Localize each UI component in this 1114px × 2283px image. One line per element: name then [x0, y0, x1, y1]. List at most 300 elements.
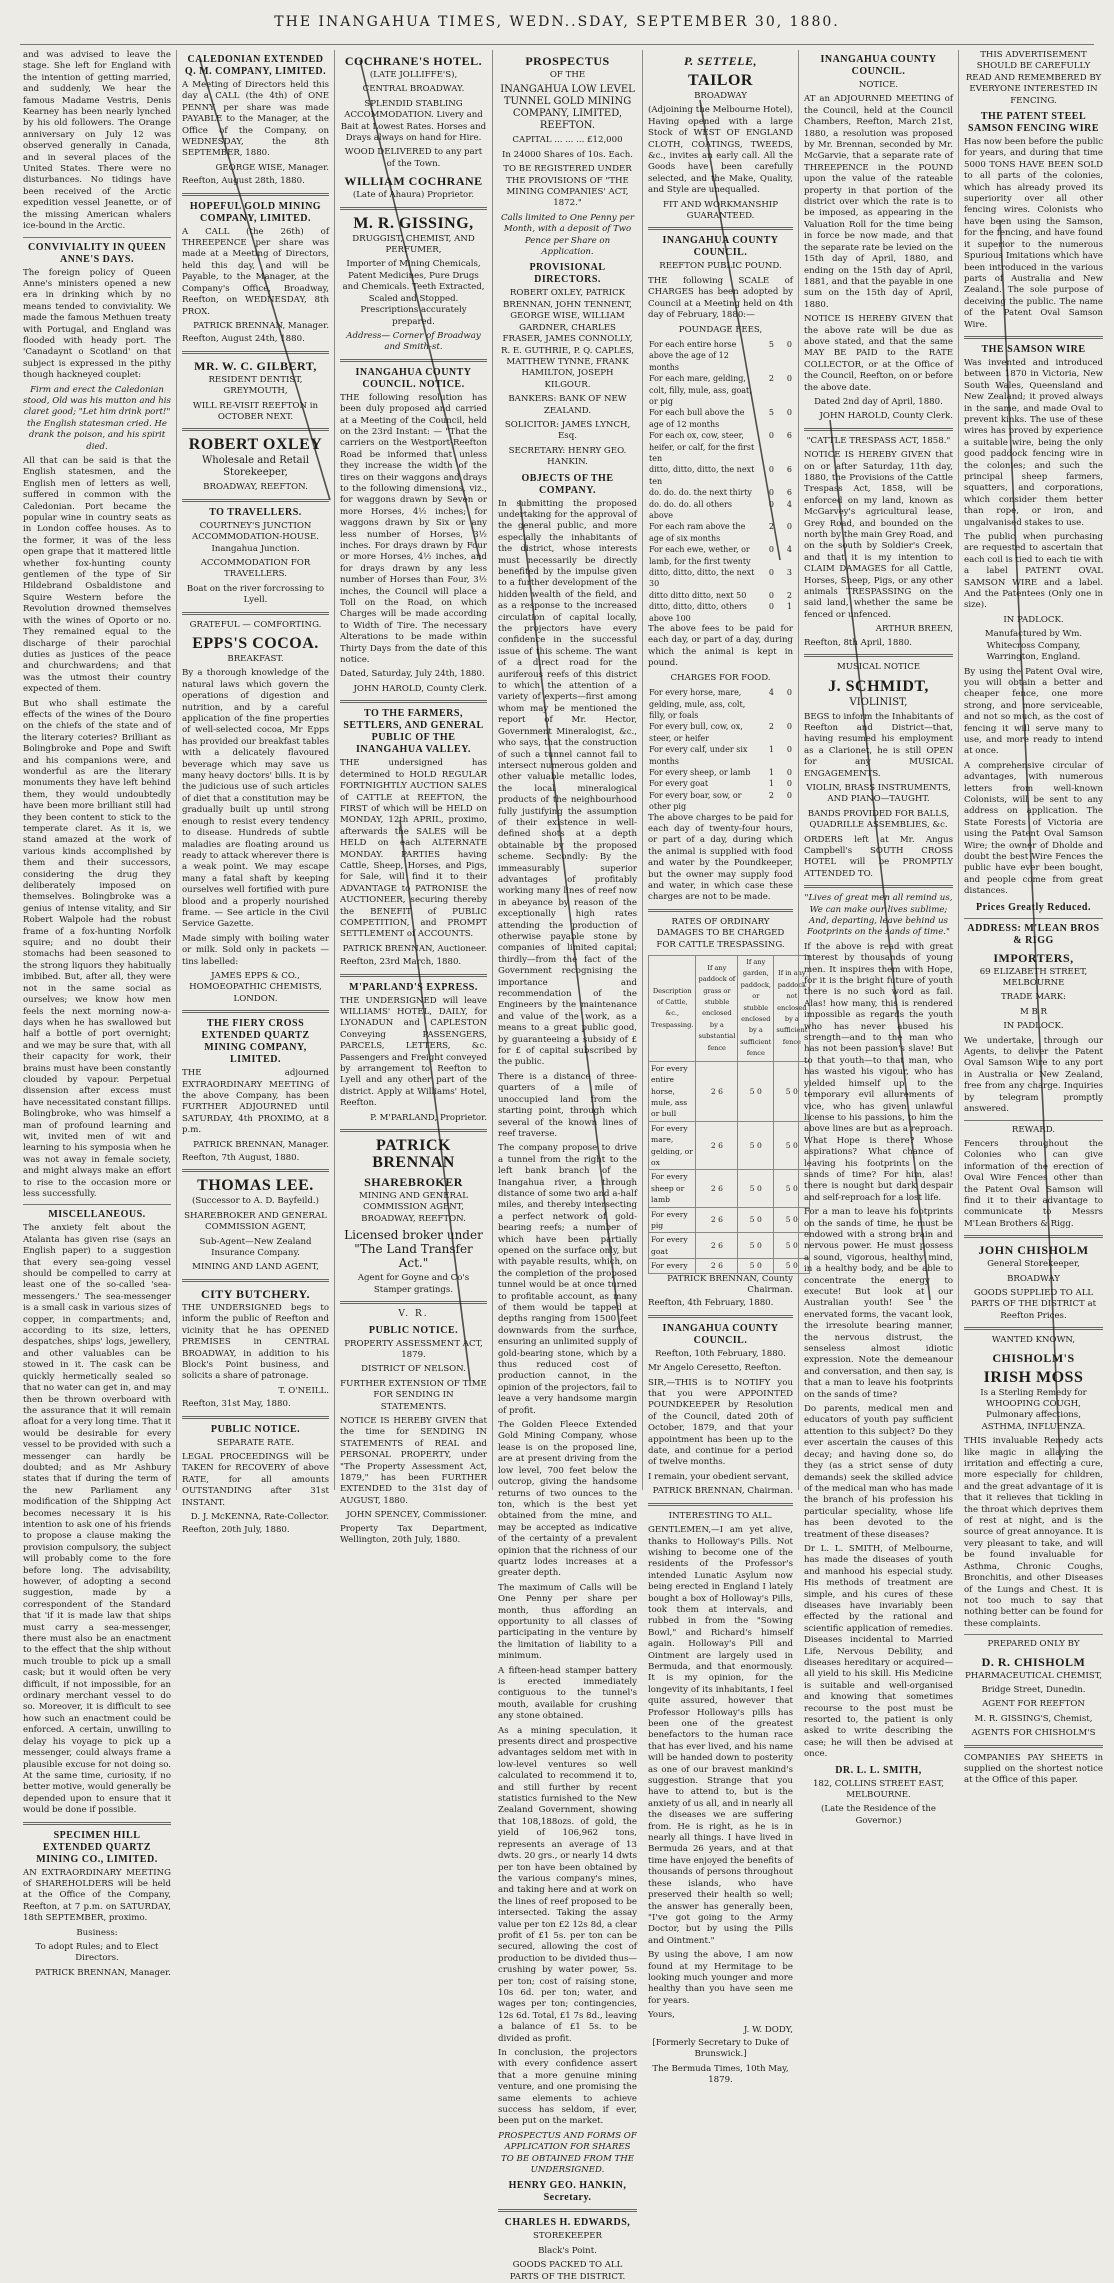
damages-value: 5 0 [738, 1233, 774, 1259]
article-heading: CONVIVIALITY IN QUEEN ANNE'S DAYS. [28, 241, 166, 265]
poundage-fee-label: For each ox, cow, steer, heifer, or calf, for the first ten [649, 431, 755, 463]
food-charge-pence: 0 [786, 779, 792, 789]
masthead-rule [20, 44, 1094, 45]
damages-value: 5 0 [774, 1233, 810, 1259]
divider [340, 700, 487, 703]
ad-body: NOTICE IS HEREBY GIVEN that the above rate will be due as above stated, and that the same MAY BE PAID to the RATE COLLECTOR, or at the Office of the Council, Reefton, on or before the above date. [804, 314, 953, 393]
masthead: THE INANGAHUA TIMES, WEDN..SDAY, SEPTEMBER 30, 1880. [274, 14, 840, 30]
food-charge-shillings: 1 [768, 779, 774, 789]
ad-signature: PATRICK BRENNAN, Manager. [35, 1967, 171, 1978]
divider [804, 885, 953, 888]
ad-body: AT an ADJOURNED MEETING of the Council, held at the Council Chambers, Reefton, March 21st, 1880, a resolution was proposed by Mr. Brennan, seconded by Mr. McGarvie, that a separate rate of THREEPENCE in the POUND upon the value of the rateable property in that portion of the district over which the rate is to be imposed, as appearing in the Valuation Roll for the time being in force be now made, and that the separate rate be levied on the 15th day of April, 1880, and ending on the 15th day of April, 1881, and that the payable in one sum on the 15th day of April, 1880. [804, 94, 953, 310]
damages-label: For every goat [649, 1233, 696, 1259]
ad-subtitle: CHISHOLM'S [992, 1350, 1075, 1365]
ad-body: (Adjoining the Melbourne Hotel), Having opened with a large Stock of WEST OF ENGLAND CLOTH, COATINGS, TWEEDS, &c., invites an early call. All the Goods have been carefully selected, and the Make, Quality, and Style are unequalled. [648, 105, 793, 196]
ad-body: A comprehensive circular of advantages, with numerous letters from well-known Colonists, will be sent to any address on application. The State Forests of Victoria are using the Patent Oval Samson Wire; the owner of Dholde and doubt the best Wire Fences the public have ever been bought, and people come from great distances. [964, 760, 1103, 897]
poundage-fee-pence: 0 [786, 339, 792, 349]
ad-signature: T. O'NEILL. [278, 1385, 329, 1396]
ad-body: THE following resolution has been duly proposed and carried at a Meeting of the Council, held on the 23rd Instant: — "That the carriers on the Westport-Reefton Road be informed that unless they increase the width of the tires on their waggons and drays to the following dimensions, viz., for waggons drawn by Seven or more Horses, 4½ inches; for waggons drawn by Six or any less number of Horses, 3½ inches. For drays drawn by Four or more Horses, 4½ inches, and for drays drawn by any less number of Horses than Four, 3½ inches, the Council will place a Toll on the Road, on which Charges will be made according to Width of Tire. The necessary Alterations to be made within Thirty Days from the date of this notice. [340, 392, 487, 666]
damages-value: 5 0 [738, 1207, 774, 1233]
ad-body: THE UNDERSIGNED begs to inform the public of Reefton and vicinity that he has OPENED PREMISES in CENTRAL BROADWAY, in addition to his Block's Point business, and solicits a share of patronage. [182, 1302, 329, 1382]
prospectus-calls: Calls limited to One Penny per Month, with a deposit of Two Pence per Share on Application. [500, 212, 635, 258]
damages-value: 5 0 [738, 1121, 774, 1170]
food-charge-row [648, 687, 793, 721]
poundage-fee-shillings: 0 [768, 602, 774, 612]
ad-title: CALEDONIAN EXTENDED Q. M. COMPANY, LIMITED. [184, 54, 327, 77]
damages-row [649, 1259, 810, 1273]
prospectus-paragraph: The company propose to drive a tunnel from the right to the left bank branch of the Inangahua river, a through distance of some two and a-half miles, and thereby intersecting a perfect network of gold-bearing reefs; a number of which have been partially opened on the surface only, but with payable results, which, on the completion of the proposed tunnel would be at once turned to profitable account, as many of them would be tapped at depths ranging from 1500 feet downwards from the surface, ensuring an unlimited supply of gold-bearing stone, which by a thus reduced cost of production cannot, in the opinion of the projectors, fail to leave a very handsome margin of profit. [498, 1143, 637, 1416]
ad-title: J. SCHMIDT, [828, 677, 929, 695]
ad-title: ROBERT OXLEY [188, 436, 323, 454]
poundage-fee-row [648, 601, 793, 624]
poundage-fee-shillings: 0 [768, 499, 774, 509]
ad-title: PUBLIC NOTICE. [368, 1324, 459, 1336]
damages-value: 2 6 [696, 1259, 738, 1273]
ad-signature: JAMES EPPS & CO., HOMOEOPATHIC CHEMISTS, LONDON. [189, 970, 322, 1004]
ad-subtitle: SEPARATE RATE. [216, 1437, 295, 1448]
ad-date: Dated 2nd day of April, 1880. [814, 396, 943, 407]
ad-body: We undertake, through our Agents, to deliver the Patent Oval Samson Wire to any port in Australia or New Zealand, free from any charge. Inquiries by telegram promptly answered. [964, 1035, 1103, 1115]
ad-body: A CALL (the 26th) of THREEPENCE per share was made at a Meeting of Directors, held this day, and will be Payable, to the Manager, at the Company's Office, Broadway, Reefton, on WEDNESDAY, 8th PROX. [182, 226, 329, 317]
ad-address: BROADWAY [694, 91, 747, 101]
ad-title: TO THE FARMERS, SETTLERS, AND GENERAL PUBLIC OF THE INANGAHUA VALLEY. [343, 708, 484, 756]
poundage-fee-label: ditto ditto ditto, next 50 [649, 590, 747, 600]
food-charge-pence: 0 [786, 688, 792, 698]
poundage-fee-pence: 2 [786, 590, 792, 600]
damages-label: For every [649, 1259, 696, 1273]
food-charge-shillings: 2 [768, 790, 774, 800]
food-charge-pence: 0 [786, 790, 792, 800]
ad-agent: M. R. GISSING'S, Chemist, [974, 1713, 1093, 1724]
ad-date: Reefton, 23rd March, 1880. [340, 957, 462, 968]
food-charge-row [648, 721, 793, 744]
divider [23, 237, 171, 238]
ad-district: DISTRICT OF NELSON. [361, 1364, 466, 1375]
prospectus-signature: HENRY GEO. HANKIN, Secretary. [508, 2180, 627, 2204]
ad-verse: "Lives of great men all remind us, We can make our lives sublime; And, departing, leave behind us Footprints on the sands of time." [804, 893, 953, 938]
divider [182, 193, 329, 196]
poundage-fee-pence: 6 [786, 431, 792, 441]
ad-signature: DR. L. L. SMITH, [835, 1764, 922, 1776]
article-paragraph: All that can be said is that the English statesmen, and the English men of letters as well, suffered in common with the Caledonian. Port became the popular wine in country seats as in London coffee houses. As to the former, it was of the less open grape that it mattered little whether fox-hunting county gentlemen of the type of Sir Hildebrand Osbaldistone and Squire Western before the Revolution drowned themselves with the wines of Oporto or no. They remained equal to the discharge of their parochial duties as justices of the peace and churchwardens; and that was the utmost their country expected of them. [23, 456, 171, 695]
divider [182, 351, 329, 354]
article-paragraph: The anxiety felt about the Atalanta has given rise (says an English paper) to a suggestion that every sea-going vessel should be compelled to carry at least one of the so-called 'sea-messengers.' The sea-messenger is a small cask in various sizes of copper, in compartments; and, according to its size, letters, despatches, ships' logs, jewellery, and other valuables can be stowed in it. The cask can be quickly hermetically sealed so that no water can get in, and may then be thrown overboard with the assurance that it will remain afloat for a very long time. That it would be desirable for every vessel to be provided with such a messenger can hardly be doubted; and as Mr Ashbury states that if during the term of the new Parliament any modification of the Shipping Act becomes necessary it is his intention to ask one of his friends to propose a clause making the provision compulsory, the subject will probably come to the fore before long. The advisability, however, of adopting a second suggestion, made by a correspondent of the Standard that 'if it is made law that ships must carry a sea-messenger, there must also be an enactment to the effect that the ship without much trouble to pick up a small cask; but it would often be very difficult, if not impossible, for an ordinary merchant vessel to do so. Moreover, it is difficult to see how such an enactment could be enforced. A certain, unwilling to delay his voyage to pick up a messenger, could always frame a plausible excuse for not doing so. At the same time, curiosity, if no better motive, would generally be depended upon to ensure that it would be done if possible. [23, 1223, 171, 1816]
poundage-fee-pence: 4 [786, 499, 792, 509]
ad-note: The above fees to be paid for each day, or part of a day, during which the animal is kept in pound. [648, 624, 793, 669]
food-charge-shillings: 1 [768, 767, 774, 777]
ad-address: 182, COLLINS STREET EAST, MELBOURNE. [812, 1778, 945, 1801]
prospectus-paragraph: The Golden Fleece Extended Gold Mining Company, whose lease is on the proposed line, are at present driving from the low level, 700 feet below the outcrop, giving the handsome returns of two ounces to the ton, which is the best yet obtained from the mine, and may be accepted as indicative of the certainty of a prevalent opinion that the richness of our quartz lodes increases at a greater depth. [498, 1420, 637, 1579]
padlock-mark: IN PADLOCK. [1003, 614, 1064, 625]
damages-label: For every entire horse, mule, ass or bull [649, 1061, 696, 1121]
prospectus-of: OF THE [549, 70, 586, 80]
ad-subtitle: STOREKEEPER [533, 2231, 602, 2242]
poundage-fee-label: do. do. do. the next thirty [649, 488, 752, 498]
ad-close: Yours, [648, 2010, 675, 2021]
damages-row [649, 1170, 810, 1207]
ad-agent: AGENT FOR REEFTON [982, 1699, 1085, 1710]
food-charge-row [648, 778, 793, 789]
ad-maker: Manufactured by Wm. Whitecross Company, Warrington, England. [984, 629, 1083, 663]
ad-body: By using the above, I am now found at my Hermitage to be looking much younger and more healthy than you have seen me for years. [648, 1950, 793, 2006]
ad-body: THIS invaluable Remedy acts like magic in allaying the irritation and effecting a cure, more especially for children, and the great advantage of it is that it relieves that tickling in the throat which deprives them of rest at night, and is the source of great annoyance. It is very pleasant to take, and will be found invaluable for Asthma, Chronic Coughs, Bronchitis, and other Diseases of the Lungs and Chest. It is not too much to say that nothing better can be found for these complaints. [964, 1436, 1103, 1629]
ad-title: EPPS'S COCOA. [192, 635, 319, 652]
ad-date: Reefton, 31st May, 1880. [182, 1399, 291, 1410]
poundage-fee-pence: 0 [786, 522, 792, 532]
column-1 [18, 50, 176, 1978]
ad-note: ORDERS left at Mr. Angus Campbell's SOUTH CROSS HOTEL will be PROMPTLY ATTENDED TO. [804, 834, 953, 879]
ad-address: Bridge Street, Dunedin. [981, 1684, 1086, 1695]
damages-value: 5 0 [738, 1170, 774, 1207]
trade-mark-heading: TRADE MARK: [1000, 992, 1067, 1003]
ad-body: Do parents, medical men and educators of youth pay sufficient attention to this subject? Do they ever ascertain the causes of this decay; and having done so, do they (as a strict sense of duty demands) seek the skilled advice of the medical man who has made the branch of his profession his particular speciality, whose life has been devoted to the treatment of these diseases? [804, 1404, 953, 1540]
divider [648, 1315, 793, 1318]
ad-title: MR. W. C. GILBERT, [194, 358, 317, 373]
food-charge-label: For every goat [649, 779, 709, 789]
ad-agent: AGENTS FOR CHISHOLM'S [971, 1728, 1096, 1739]
ad-date: Reefton, 8th April, 1880. [804, 637, 913, 648]
ad-signature: PATRICK BRENNAN, County Chairman. [667, 1273, 793, 1295]
divider [964, 1120, 1103, 1121]
divider [340, 207, 487, 210]
ad-body: Was invented and introduced between 1870 in Victoria, New South Wales, Queensland and New Zealand; it proved always in the same, and made Oval to prevent kinks. The use of these wires has proved by experience a suitable wire, being the only good paddock fencing wire in the colonies; and such the principal sheep farmers, squatters, and corporations, which consider them better than rope, or iron, and ungalvanised stakes to use. [964, 357, 1103, 528]
ad-title: TO TRAVELLERS. [209, 506, 302, 518]
food-charge-label: For every calf, under six months [649, 745, 748, 766]
ad-note: By using the Patent Oval wire, you will obtain a better and cheaper fence, one more strong, and more serviceable, and not so much, as the cost of fencing it will serve many to use, and more ready to intend at once. [964, 666, 1103, 757]
prospectus-paragraph: In conclusion, the projectors with every confidence assert that a more genuine mining venture, and one promising the same elements to achieve success has seldom, if ever, been put on the market. [498, 2048, 637, 2127]
poundage-fee-label: For each ewe, wether, or lamb, for the first twenty [649, 545, 751, 566]
ad-title: PREPARED ONLY BY [987, 1639, 1080, 1650]
ad-body: For a man to leave his footprints on the sands of time, he must be endowed with a strong brain and nervous power. He must possess a sound, vigorous, healthy mind, in a healthy body, and be able to concentrate the energy to execute! But look at our Australian youth! See the enervated forms, the vacant look, the irresolute bearing manner, the nervous distrust, the senseless almost idiotic expression. Note the demeanour and conversation, and then say, is that a man to leave his footprints on the sands of time? [804, 1207, 953, 1400]
ad-title: INANGAHUA COUNTY COUNCIL. [662, 235, 779, 259]
ad-note: Boat on the river forcrossing to Lyell. [186, 583, 325, 606]
trade-mark-icon: M B R [1019, 1006, 1048, 1017]
poundage-fee-pence: 6 [786, 465, 792, 475]
ad-title: INANGAHUA COUNTY COUNCIL. [662, 1322, 779, 1346]
ad-subtitle: (LATE JOLLIFFE'S), [369, 70, 458, 80]
ad-note: BANDS PROVIDED FOR BALLS, QUADRILLE ASSEMBLIES, &c. [807, 808, 950, 831]
ad-date: Reefton, 10th February, 1880. [655, 1348, 786, 1359]
ad-signature: PATRICK BRENNAN, Auctioneer. [342, 943, 487, 954]
prospectus-paragraph: The maximum of Calls will be One Penny per share per month, thus affording an opportunity to all classes of participating in the venture by the limitation of liability to a minimum. [498, 1582, 637, 1662]
ad-head: THIS ADVERTISEMENT SHOULD BE CAREFULLY READ AND REMEMBERED BY EVERYONE INTERESTED IN FENCING. [965, 50, 1102, 106]
divider [498, 2209, 637, 2212]
divider [804, 654, 953, 657]
prospectus-company: INANGAHUA LOW LEVEL TUNNEL GOLD MINING COMPANY, LIMITED, REEFTON. [500, 84, 635, 132]
poundage-fee-label: ditto, ditto, ditto, the next 30 [649, 568, 755, 589]
ad-body: SHAREBROKER AND GENERAL COMMISSION AGENT, [184, 1210, 327, 1233]
damages-row [649, 1207, 810, 1233]
ad-title: REWARD. [1011, 1124, 1056, 1135]
poundage-fee-row [648, 521, 793, 544]
ad-subtitle: TAILOR [688, 72, 753, 89]
food-charges-table [648, 687, 793, 812]
ad-subtitle: ACCOMMODATION FOR TRAVELLERS. [200, 557, 311, 580]
article-heading: MISCELLANEOUS. [48, 1209, 146, 1221]
ad-subtitle: Wholesale and Retail Storekeeper, [201, 455, 310, 479]
ad-body: Fencers throughout the Colonies who can give information of the erection of Oval Wire Fences other than the Patent Oval Samson will find it to their advantage to communicate to Messrs M'Lean Brothers & Rigg. [964, 1138, 1103, 1229]
poundage-fee-row [648, 590, 793, 601]
ad-body: SIR,—THIS is to NOTIFY you that you were APPOINTED POUNDKEEPER by Resolution of the Council, dated 20th of October, 1879, and that your appointment has been up to the date, and continue for a period of twelve months. [648, 1377, 793, 1468]
ad-date: Reefton, 7th August, 1880. [182, 1153, 300, 1164]
ad-subtitle: General Storekeeper, [987, 1259, 1080, 1270]
column-6 [798, 50, 958, 1826]
ad-title: JOHN CHISHOLM [978, 1243, 1089, 1258]
column-3 [334, 50, 492, 1545]
ad-subtitle: VIOLINIST, [849, 696, 908, 708]
poundage-fee-row [648, 407, 793, 430]
ad-address: 69 ELIZABETH STREET, MELBOURNE [979, 966, 1088, 989]
ad-subtitle: PROPERTY ASSESSMENT ACT, 1879. [344, 1338, 483, 1360]
crest-icon: V. R. [398, 1309, 429, 1320]
ad-signature: PATRICK BRENNAN, Manager. [193, 1139, 329, 1150]
poundage-fee-pence: 1 [786, 602, 792, 612]
ad-body: Dr L. L. SMITH, of Melbourne, has made the diseases of youth and manhood his especial study. His methods of treatment are simple, and his cures of these diseases have invariably been effected by the rational and scientific application of remedies. Diseases incidental to Married Life, Nervous Debility, and diseases hereditary or acquired—all yield to his skill. His Medicine is suitable and well-organised and knowing that sometimes recourse to the post must be resorted to, the patient is only asked to write describing the case; he will then be advised at once. [804, 1543, 953, 1760]
damages-label: For every mare, gelding, or ox [649, 1121, 696, 1170]
ad-signature-sub: (Late of Ahaura) Proprietor. [352, 190, 475, 201]
ad-subtitle: IRISH MOSS [983, 1368, 1084, 1386]
divider [340, 359, 487, 362]
ad-date: Reefton, August 28th, 1880. [182, 176, 305, 187]
ad-head: Prices Greatly Reduced. [976, 901, 1091, 913]
ad-body: THE UNDERSIGNED will leave WILLIAMS' HOTEL, DAILY, for LYONADUN and CAPLESTON Conveying PASSENGERS, PARCELS, LETTERS, &c. Passengers and Freight conveyed by arrangement to Reefton to Lyell and any other part of the district. Apply at Williams' Hotel, Reefton. [340, 995, 487, 1109]
ad-signature: JOHN HAROLD, County Clerk. [819, 411, 953, 422]
ad-note: VIOLIN, BRASS INSTRUMENTS, AND PIANO—TAUGHT. [806, 782, 951, 805]
poundage-fee-shillings: 0 [768, 488, 774, 498]
poundage-fee-label: For each entire horse above the age of 12 months [649, 339, 737, 372]
ad-date: Reefton, August 24th, 1880. [182, 334, 305, 345]
ad-body: Is a Sterling Remedy for WHOOPING COUGH, Pulmonary affections, ASTHMA, INFLUENZA. [980, 1387, 1087, 1432]
secretary: SECRETARY: HENRY GEO. HANKIN. [508, 445, 627, 468]
damages-value: 5 0 [774, 1121, 810, 1170]
ad-subtitle: DRUGGIST, CHEMIST, AND PERFUMER, [352, 233, 475, 256]
ad-title: P. SETTELE, [684, 54, 757, 68]
ad-body: THE undersigned has determined to HOLD REGULAR FORTNIGHTLY AUCTION SALES of CATTLE at REEFTON, the FIRST of which will be HELD on MONDAY, 12th APRIL, proximo, afterwards the SALES will be HELD on each ALTERNATE MONDAY. PARTIES having Cattle, Sheep, Horses, and Pigs, for Sale, will find it to their ADVANTAGE to PATRONISE the AUCTIONEER, securing thereby the BENEFIT of PUBLIC COMPETITION, and PROMPT SETTLEMENT of ACCOUNTS. [340, 758, 487, 940]
column-2 [176, 50, 334, 1536]
ad-address: Address— Corner of Broadway and Smith-st. [346, 330, 481, 353]
fees-heading: POUNDAGE FEES, [678, 324, 763, 335]
divider [964, 336, 1103, 339]
prospectus-shares: In 24000 Shares of 10s. Each. [502, 149, 633, 160]
ad-title: SPECIMEN HILL EXTENDED QUARTZ MINING CO., LIMITED. [36, 1829, 158, 1865]
damages-label: For every pig [649, 1207, 696, 1233]
damages-label: For every sheep or lamb [649, 1170, 696, 1207]
ad-body: Has now been before the public for years, and during that time 5000 TONS HAVE BEEN SOLD to all parts of the colonies, which has already proved its superiority over all other fencing wires. Colonists who have been using the Samson, for the fencing, and have found it superior to the numerous Spurious Imitations which have been introduced in the various parts of Australia and New Zealand. The sole purpose of deceiving the public. The name of the Patent Oval Samson Wire. [964, 137, 1104, 330]
ad-subtitle: (Successor to A. D. Bayfeild.) [191, 1196, 320, 1207]
damages-col-description: Description of Cattle, &c., Trespassing. [649, 956, 696, 1062]
ad-signature: D. J. McKENNA, Rate-Collector. [190, 1511, 329, 1522]
ad-body: The public when purchasing are requested to ascertain that each coil is tied to each tie with a label PATENT OVAL SAMSON WIRE and a label. And the Patentees (Only one in size). [964, 532, 1103, 611]
food-charge-shillings: 1 [768, 745, 774, 755]
ad-agent: Agent for Goyne and Co's Stamper gratings. [357, 1273, 470, 1295]
divider [182, 499, 329, 502]
article-paragraph: But who shall estimate the effects of the wines of the Douro on the chiefs of the state and of the literary coteries? Brilliant as Bolingbroke and Pope and Swift and his companions were, and wonderful as are the literary monuments they have left behind them, they would undoubtedly have been more brilliant still had they been content to stick to the temperate claret. As it is, we stand amazed at the work of various kinds accomplished by them and their successors, considering the drug they deliberately imposed on themselves. Bolingbroke was a genius of intense vitality, and Sir Robert Walpole had the robust frame of a fox-hunting Norfolk squire; and no doubt their stomachs had been seasoned to the strong liquors they habitually imbibed. But, after all, they were not in the same social as ourselves; we know how men feels the next morning now-a-days when he has swallowed but half a bottle of port overnight; and we may be sure that, with all their capacity for work, their brains must have been constantly clouded by vapour. Perpetual dissension after excess must have necessitated constant fillips. Bolingbroke, who was himself a man of profound learning and wit, invited men of wit and learning to his symposia when he was not away in female society, and might always make an effort to rise to the occasion more or less successfully. [23, 698, 171, 1199]
ad-title: WANTED KNOWN, [991, 1335, 1076, 1346]
damages-col-header: If any garden, paddock, or stubble enclosed by a sufficient fence [738, 956, 774, 1062]
divider [804, 428, 953, 431]
ad-date: Reefton, 4th February, 1880. [648, 1298, 774, 1309]
damages-value: 2 6 [696, 1233, 738, 1259]
ad-signature: PATRICK BRENNAN, Chairman. [652, 1486, 793, 1497]
ad-signature: GEORGE WISE, Manager. [215, 162, 329, 173]
food-charge-label: For every horse, mare, gelding, mule, ass, colt, filly, or foals [649, 688, 746, 720]
poundage-fee-row [648, 430, 793, 464]
food-heading: CHARGES FOR FOOD. [670, 672, 771, 683]
poundage-fee-row [648, 544, 793, 567]
prospectus-paragraph: There is a distance of three-quarters of a mile of unoccupied land from the starting point, through which several of the known lines of reef traverse. [498, 1071, 637, 1139]
food-charge-row [648, 744, 793, 767]
food-charge-shillings: 4 [768, 688, 774, 698]
poundage-fee-shillings: 0 [768, 465, 774, 475]
ad-subtitle: NOTICE. [858, 80, 899, 90]
damages-value: 2 6 [696, 1061, 738, 1121]
ad-footer: MINING AND LAND AGENT, [192, 1262, 319, 1273]
prospectus-paragraph: In submitting the proposed undertaking for the approval of the general public, and more especially the inhabitants of the district, whose interests must necessarily be directly benefited by the impulse given to a further development of the hidden wealth of the field, and as a response to the increased circulation of capital locally, the projectors have every confidence in the successful issue of this scheme. The want of a direct road for the auriferous reefs of this district to which the attention of a variety of experts—first among whom may be mentioned the report of Mr. Hector, Government Mineralogist, &c., who says, that the construction of such a tunnel cannot fail to intersect numerous golden and other valuable metallic lodes, the local mineralogical products of the neighbourhood fully justifying the assumption of their existence in well-defined shots at a depth obtainable by the proposed scheme. Secondly: By the immeasurably superior advantages of profitably working many lines of reef now in abeyance by reason of the exceptionally high rates attending the production of otherwise payable stone by companies of limited capital; thirdly—from the fact of the Government recognising the importance and recommendation of the Engineers by the maintenance and value of the work, as a means to a great public good, by guaranteeing a subsidy of £ for £ of capital subscribed by the public. [498, 498, 637, 1068]
poundage-fee-row [648, 499, 793, 522]
poundage-fee-label: ditto, ditto, ditto, the next ten [649, 465, 755, 486]
ad-subtitle: BREAKFAST. [227, 654, 284, 664]
damages-value: 5 0 [774, 1170, 810, 1207]
ad-body: GOODS SUPPLIED TO ALL PARTS OF THE DISTRICT at Reefton Prices. [970, 1287, 1097, 1321]
ad-body: Importer of Mining Chemicals, Patent Medicines, Pure Drugs and Chemicals. Teeth Extracted, Scaled and Stopped. Prescriptions accurately prepared. [342, 259, 485, 327]
ad-body: AN EXTRAORDINARY MEETING of SHAREHOLDERS will be held at the Office of the Company, Reefton, at 7 p.m. on SATURDAY, 18th SEPTEMBER, proximo. [23, 1867, 171, 1924]
ad-name: D. R. CHISHOLM [981, 1654, 1086, 1669]
divider [182, 1279, 329, 1282]
ad-title: MUSICAL NOTICE [836, 662, 921, 673]
divider [182, 1416, 329, 1419]
divider [182, 428, 329, 431]
intro-text: and was advised to leave the stage. She left for England with the intention of getting married, and suddenly, We hear the famous Madame Vestris, Denis Kearney has been nearly lynched by his old followers. The Orange anniversary on July 12 was observed generally in Canada, and in several places of the United States. There were no disturbances. No tidings have been received of the Arctic expedition vessel Jeanette, or of the missing American whalers ice-bound in the Arctic. [23, 50, 171, 232]
ad-address: Black's Point. [538, 2245, 597, 2256]
ad-signature: WILLIAM COCHRANE [344, 174, 483, 189]
ad-line: To adopt Rules; and to Elect Directors. [35, 1941, 159, 1964]
divider [964, 1327, 1103, 1330]
divider [964, 1745, 1103, 1748]
ad-title: THE SAMSON WIRE [981, 343, 1086, 355]
ad-body: THE following SCALE of CHARGES has been adopted by Council at a Meeting held on 4th day of February, 1880:— [648, 275, 793, 321]
divider [340, 1301, 487, 1304]
poundage-fee-shillings: 0 [768, 590, 774, 600]
ad-title: RATES OF ORDINARY DAMAGES TO BE CHARGED FOR CATTLE TRESPASSING. [656, 916, 785, 950]
ad-body: MINING AND GENERAL COMMISSION AGENT, BROADWAY, REEFTON. [359, 1191, 468, 1224]
ad-title: CITY BUTCHERY. [200, 1286, 311, 1301]
ad-body: BEGS to inform the Inhabitants of Reefton and District—that, having resumed his employment as a Clarionet, he is still OPEN for any MUSICAL ENGAGEMENTS. [804, 711, 953, 779]
poundage-fee-label: do. do. do. all others above [649, 499, 732, 520]
poundage-fee-pence: 4 [786, 545, 792, 555]
ad-body: THE adjourned EXTRAORDINARY MEETING of the above Company, has been FURTHER ADJOURNED until SATURDAY, 4th PROXIMO, at 8 p.m. [182, 1068, 329, 1136]
ad-head: FURTHER EXTENSION OF TIME FOR SENDING IN STATEMENTS. [340, 1378, 487, 1412]
ad-title: THOMAS LEE. [197, 1177, 314, 1195]
divider [182, 612, 329, 615]
damages-value: 5 0 [774, 1061, 810, 1121]
damages-value: 2 6 [696, 1170, 738, 1207]
ad-title: HOPEFUL GOLD MINING COMPANY, LIMITED. [189, 200, 322, 224]
ad-subtitle: REEFTON PUBLIC POUND. [659, 261, 782, 272]
poundage-fees-table [648, 339, 793, 624]
poundage-fee-shillings: 2 [768, 374, 774, 384]
ad-subtitle: RESIDENT DENTIST, GREYMOUTH, [208, 374, 303, 397]
ad-address: The Bermuda Times, 10th May, 1879. [652, 2063, 789, 2086]
ad-line: Business: [76, 1927, 118, 1938]
prospectus-paragraph: A fifteen-head stamper battery is erected immediately contiguous to the tunnel's mouth, available for crushing any stone obtained. [498, 1665, 637, 1722]
divider [964, 1235, 1103, 1238]
poundage-fee-label: For each bull above the age of 12 months [649, 408, 745, 429]
prospectus-footer: PROSPECTUS AND FORMS OF APPLICATION FOR SHARES TO BE OBTAINED FROM THE UNDERSIGNED. [498, 2130, 637, 2176]
poundage-fee-row [648, 464, 793, 487]
ad-signature: JOHN HAROLD, County Clerk. [353, 683, 487, 694]
damages-row [649, 1121, 810, 1170]
divider [340, 1129, 487, 1132]
ad-address: BROADWAY [1007, 1273, 1060, 1284]
directors-heading: PROVISIONAL DIRECTORS. [529, 262, 606, 286]
ad-signature: PATRICK BRENNAN, Manager. [193, 320, 329, 331]
poundage-fee-shillings: 2 [768, 522, 774, 532]
ad-title: INTERESTING TO ALL. [668, 1510, 773, 1521]
ad-note: FIT AND WORKMANSHIP GUARANTEED. [662, 199, 779, 222]
ad-title: THE PATENT STEEL SAMSON FENCING WIRE [968, 111, 1099, 135]
solicitor: SOLICITOR: JAMES LYNCH, Esq. [504, 419, 631, 442]
ad-title: ADDRESS: M'LEAN BROS & RIGG [967, 922, 1100, 946]
ad-subtitle: SHAREBROKER [364, 1175, 463, 1190]
damages-col-header: If any paddock of grass or stubble enclosed by a substantial fence [696, 956, 738, 1062]
poundage-fee-shillings: 5 [768, 408, 774, 418]
divider [182, 1169, 329, 1172]
damages-value: 5 0 [738, 1259, 774, 1273]
ad-subtitle: IMPORTERS, [993, 950, 1074, 965]
ad-body: LEGAL PROCEEDINGS will be TAKEN for RECOVERY of above RATE, for all amounts OUTSTANDING after 31st INSTANT. [182, 1451, 329, 1508]
ad-body: GENTLEMEN,—I am yet alive, thanks to Holloway's Pills. Not wishing to become one of the residents of the Professor's intended Lunatic Asylum now being erected in England I lately bought a box of Holloway's Pills, took them at intervals, and rubbed in from the "Sowing Bowl," and Richard's himself again. Holloway's Pill and Ointment are largely used in Bermuda, and that enormously. It is my opinion, for the longevity of its inhabitants, I feel quite assured, however that Professor Holloway's pills has been one of the greatest benefactors to the human race that has ever lived, and his name will be handed down to posterity as one of our bravest mankind's suggestion. Strange that you have to attend to, but is the anxiety of us all, and in nearly all the diseases we are suffering from. He is right, as he is in nearly all things. I have lived in Bermuda 26 years, and at that time have enjoyed the benefits of thousands of persons throughout these islands, who have preserved their health so well; the answer has generally been, "I've got going to the Army Doctor, but by using the Pills and Ointment." [648, 1525, 793, 1946]
poundage-fee-row [648, 567, 793, 590]
ad-body: NOTICE IS HEREBY GIVEN that on or after Saturday, 11th day, 1880, the Provisions of the Cattle Trespass Act, 1858, will be enforced on my land, known as McGarvey's agricultural lease, Grey Road, and bounded on the north by the main Grey Road, and on the south by Soldier's Creek, and that it is my intention to CLAIM DAMAGES for all Cattle, Horses, Sheep, Pigs, or any other animals TRESPASSING on the said land, whether the same be fenced or unfenced. [804, 450, 953, 620]
poundage-fee-row [648, 373, 793, 407]
ad-body: SPLENDID STABLING ACCOMMODATION. Livery and Bait at Lowest Rates. Horses and Drays always on hand for Hire. [340, 98, 487, 144]
food-charge-pence: 0 [786, 722, 792, 732]
ad-note: (Late the Residence of the Governor.) [821, 1804, 936, 1826]
divider [648, 227, 793, 230]
ad-title: "CATTLE TRESPASS ACT, 1858." [806, 435, 951, 446]
ad-close: I remain, your obedient servant, [648, 1471, 789, 1482]
food-charge-label: For every boar, sow, or other pig [649, 790, 742, 812]
column-7 [958, 50, 1108, 1786]
ad-subtitle: PHARMACEUTICAL CHEMIST, [964, 1670, 1103, 1681]
poundage-fee-shillings: 5 [768, 339, 774, 349]
food-charge-pence: 0 [786, 745, 792, 755]
ad-signature: JOHN SPENCEY, Commissioner. [346, 1510, 487, 1521]
prospectus-title: PROSPECTUS [525, 54, 610, 68]
ad-signature: P. M'PARLAND, Proprietor. [370, 1112, 487, 1123]
ad-body: COMPANIES PAY SHEETS in supplied on the shortest notice at the Office of this paper. [964, 1752, 1103, 1786]
column-4 [492, 50, 642, 2282]
ad-title: M'PARLAND'S EXPRESS. [349, 981, 478, 993]
bankers: BANKERS: BANK OF NEW ZEALAND. [508, 394, 627, 416]
article-paragraph: The foreign policy of Queen Anne's ministers opened a new era in drinking which by no means tended to conviviality. We made the famous Methuen treaty with Portugal, and England was flooded with heady port. The 'Canadaynt o Scotland' on that subject is expressed in the pithy though hackneyed couplet: [23, 267, 171, 381]
food-charge-label: For every sheep, or lamb [649, 767, 751, 777]
ad-signature: ARTHUR BREEN, [875, 624, 953, 635]
ad-title: INANGAHUA COUNTY COUNCIL. NOTICE. [355, 366, 472, 390]
ad-signature-sub: [Formerly Secretary to Duke of Brunswick.] [652, 2037, 789, 2060]
poundage-fee-shillings: 0 [768, 545, 774, 555]
damages-table [648, 955, 810, 1274]
damages-value: 5 0 [738, 1061, 774, 1121]
ad-address: BROADWAY, REEFTON. [203, 482, 308, 493]
ad-title: PUBLIC NOTICE. [210, 1423, 301, 1435]
ad-body: WILL RE-VISIT REEFTON in OCTOBER NEXT. [192, 400, 319, 422]
ad-title: CHARLES H. EDWARDS, [504, 2217, 631, 2229]
objects-heading: OBJECTS OF THE COMPANY. [521, 472, 614, 496]
food-charge-row [648, 790, 793, 813]
damages-col-header: If in any paddock not enclosed by a sufficient fence [774, 956, 810, 1062]
food-charge-shillings: 2 [768, 722, 774, 732]
